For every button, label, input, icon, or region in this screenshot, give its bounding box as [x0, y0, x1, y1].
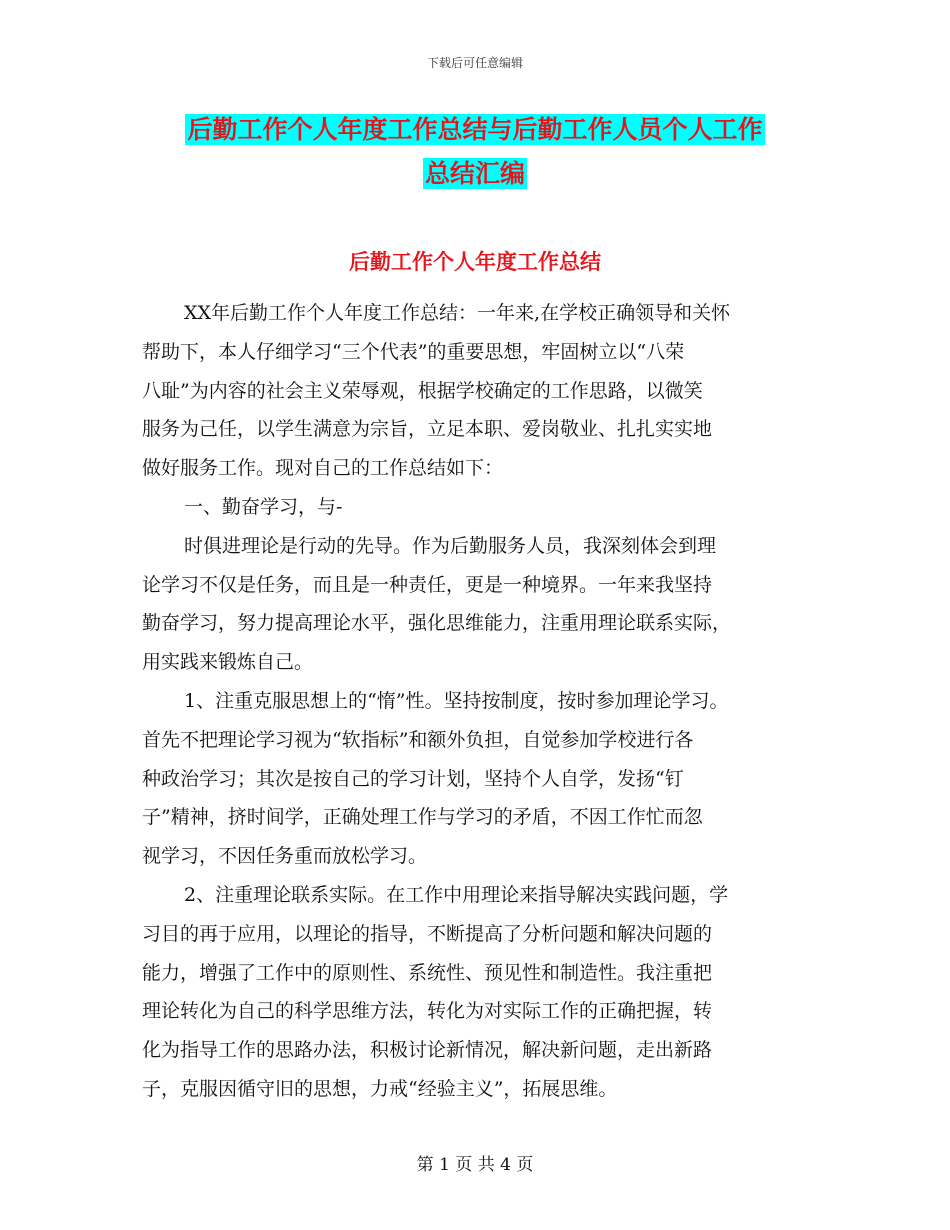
text-line: 2、注重理论联系实际。在工作中用理论来指导解决实践问题，学 [184, 883, 729, 906]
text-line: 勤奋学习，努力提高理论水平，强化思维能力，注重用理论联系实际， [142, 612, 732, 635]
heading-study [142, 488, 822, 527]
text-line: 时俱进理论是行动的先导。作为后勤服务人员，我深刻体会到理 [184, 534, 717, 557]
document-title-line-2: 总结汇编 [424, 159, 525, 188]
paragraph-intro [142, 294, 822, 488]
text-line: 论学习不仅是任务，而且是一种责任，更是一种境界。一年来我坚持 [142, 573, 713, 596]
text-line: 子，克服因循守旧的思想，力戒“经验主义”，拓展思维。 [142, 1077, 618, 1100]
text-line: 帮助下，本人仔细学习“三个代表”的重要思想，牢固树立以“八荣 [142, 340, 685, 363]
paragraph-theory [142, 527, 822, 682]
text-line: 理论转化为自己的科学思维方法，转化为对实际工作的正确把握，转 [142, 1000, 713, 1023]
header-note: 下载后可任意编辑 [426, 56, 523, 70]
text-line: 1、注重克服思想上的“惰”性。坚持按制度，按时参加理论学习。 [184, 689, 729, 712]
text-line: 首先不把理论学习视为“软指标”和额外负担，自觉参加学校进行各 [142, 728, 694, 751]
text-line: 视学习，不因任务重而放松学习。 [142, 845, 428, 868]
page-footer: 第 1 页 共 4 页 [416, 1155, 534, 1175]
section-title: 后勤工作个人年度工作总结 [349, 249, 601, 274]
text-line: 子”精神，挤时间学，正确处理工作与学习的矛盾，不因工作忙而忽 [142, 806, 703, 829]
body-text [142, 294, 822, 1109]
text-line: 能力，增强了工作中的原则性、系统性、预见性和制造性。我注重把 [142, 961, 713, 984]
text-line: 用实践来锻炼自己。 [142, 651, 314, 674]
document-title-line-1: 后勤工作个人年度工作总结与后勤工作人员个人工作 [187, 115, 763, 144]
text-line: 一、勤奋学习，与- [184, 495, 343, 518]
text-line: 化为指导工作的思路办法，积极讨论新情况，解决新问题，走出新路 [142, 1039, 713, 1062]
text-line: 做好服务工作。现对自己的工作总结如下： [142, 457, 504, 480]
text-line: 习目的再于应用，以理论的指导，不断提高了分析问题和解决问题的 [142, 922, 713, 945]
text-line: 种政治学习；其次是按自己的学习计划，坚持个人自学，发扬“钉 [142, 767, 684, 790]
document-title [140, 108, 810, 196]
paragraph-point-1 [142, 682, 822, 876]
text-line: XX年后勤工作个人年度工作总结：一年来,在学校正确领导和关怀 [184, 302, 731, 324]
text-line: 八耻”为内容的社会主义荣辱观，根据学校确定的工作思路，以微笑 [142, 379, 703, 402]
paragraph-point-2 [142, 876, 822, 1109]
text-line: 服务为己任，以学生满意为宗旨，立足本职、爱岗敬业、扎扎实实地 [142, 418, 713, 441]
